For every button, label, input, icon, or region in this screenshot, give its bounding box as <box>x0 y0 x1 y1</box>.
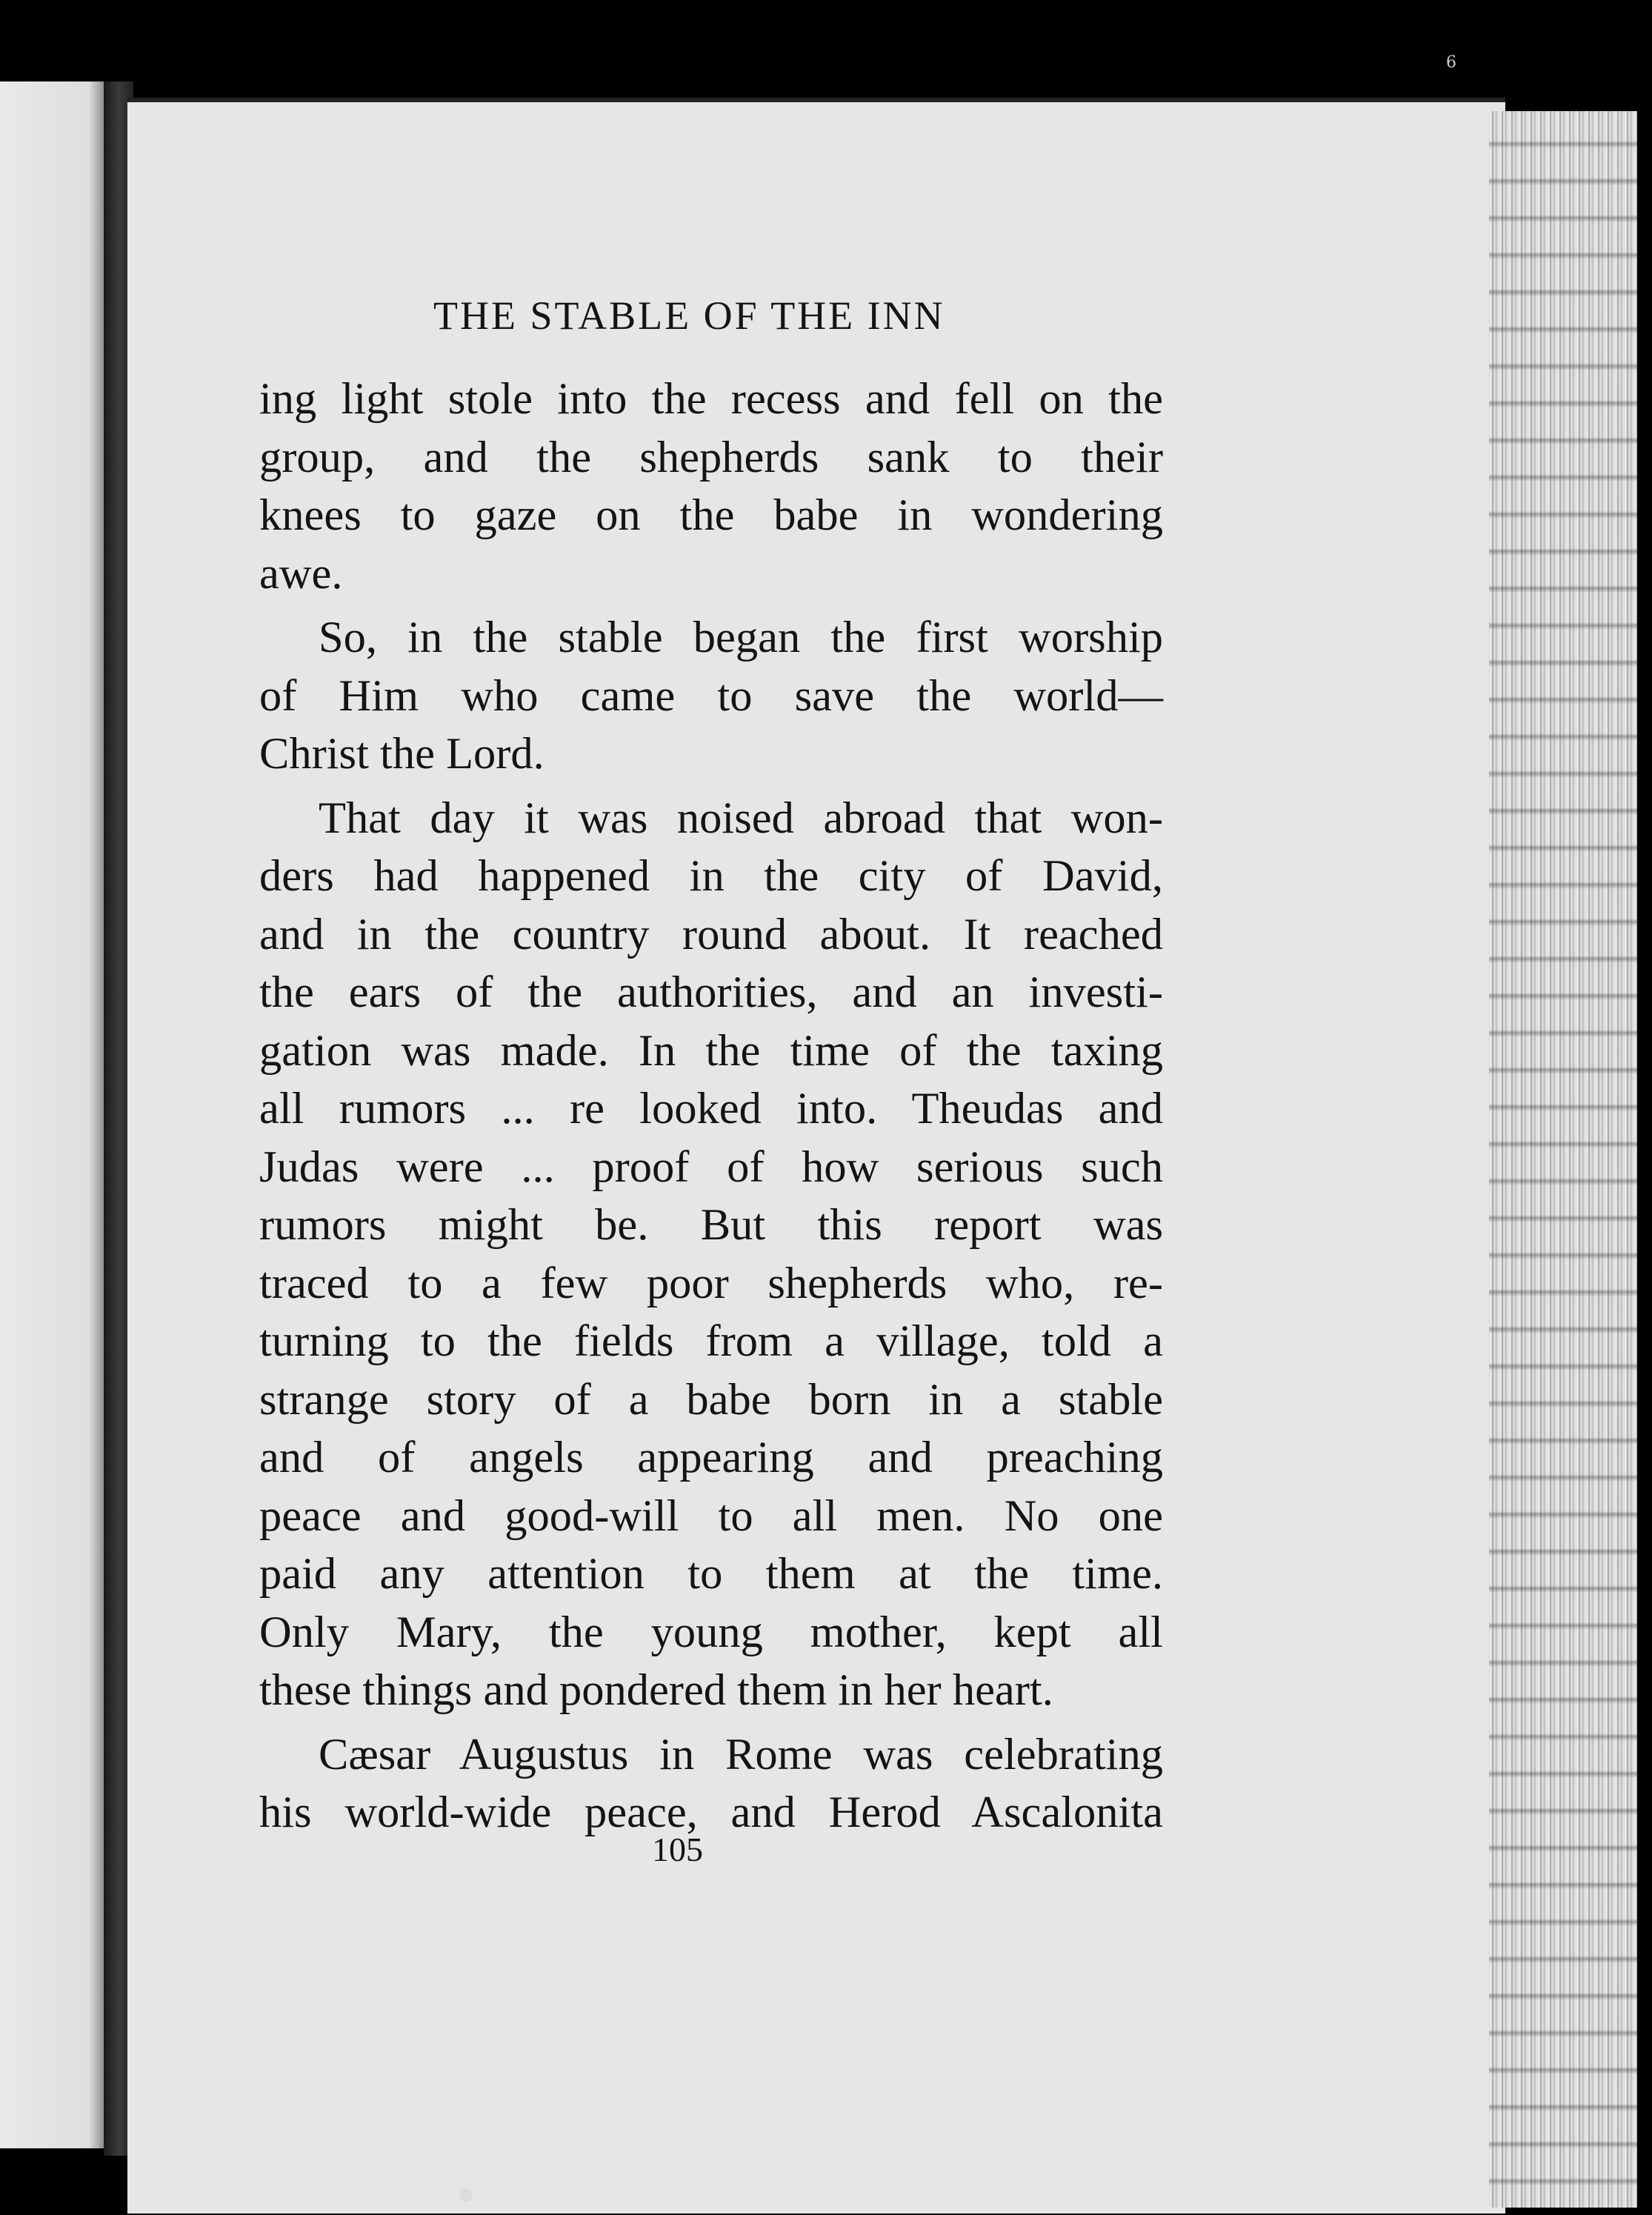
text-line: and of angels appearing and preaching <box>259 1433 1163 1482</box>
text-line: So, in the stable began the first worship <box>319 613 1163 662</box>
text-line: Judas were ... proof of how serious such <box>259 1142 1163 1192</box>
text-line: Only Mary, the young mother, kept all <box>259 1607 1163 1657</box>
scan-dot <box>459 2188 473 2202</box>
text-line: ing light stole into the recess and fell on the <box>259 374 1163 424</box>
body-text <box>259 370 1163 1842</box>
corner-mark: 6 <box>1446 53 1456 72</box>
text-line: group, and the shepherds sank to their <box>259 432 1163 482</box>
text-line: peace and good-will to all men. No one <box>259 1490 1163 1541</box>
page-number: 105 <box>652 1831 703 1868</box>
text-line: gation was made. In the time of the taxing <box>259 1025 1163 1076</box>
text-line: strange story of a babe born in a stable <box>259 1374 1163 1425</box>
page-fore-edge <box>1489 111 1637 2208</box>
text-line: ders had happened in the city of David, <box>259 851 1163 901</box>
text-line: all rumors ... re looked into. Theudas and <box>259 1084 1163 1133</box>
text-line: knees to gaze on the babe in wondering <box>259 490 1163 540</box>
text-line: turning to the fields from a village, told a <box>259 1316 1163 1366</box>
text-line: these things and pondered them in her heart. <box>259 1665 1053 1715</box>
running-head: THE STABLE OF THE INN <box>433 293 945 338</box>
facing-page-edge <box>0 81 111 2148</box>
text-line: the ears of the authorities, and an investi- <box>259 967 1163 1017</box>
text-line: Cæsar Augustus in Rome was celebrating <box>319 1729 1163 1779</box>
text-line: That day it was noised abroad that won- <box>319 793 1163 843</box>
text-line: Christ the Lord. <box>259 729 544 779</box>
text-line: his world-wide peace, and Herod Ascalonita <box>259 1788 1163 1837</box>
text-line: and in the country round about. It reached <box>259 909 1163 959</box>
text-line: paid any attention to them at the time. <box>259 1549 1163 1599</box>
text-line: of Him who came to save the world— <box>259 670 1163 721</box>
text-line: awe. <box>259 548 343 599</box>
text-line: rumors might be. But this report was <box>259 1200 1163 1250</box>
text-line: traced to a few poor shepherds who, re- <box>259 1258 1163 1308</box>
